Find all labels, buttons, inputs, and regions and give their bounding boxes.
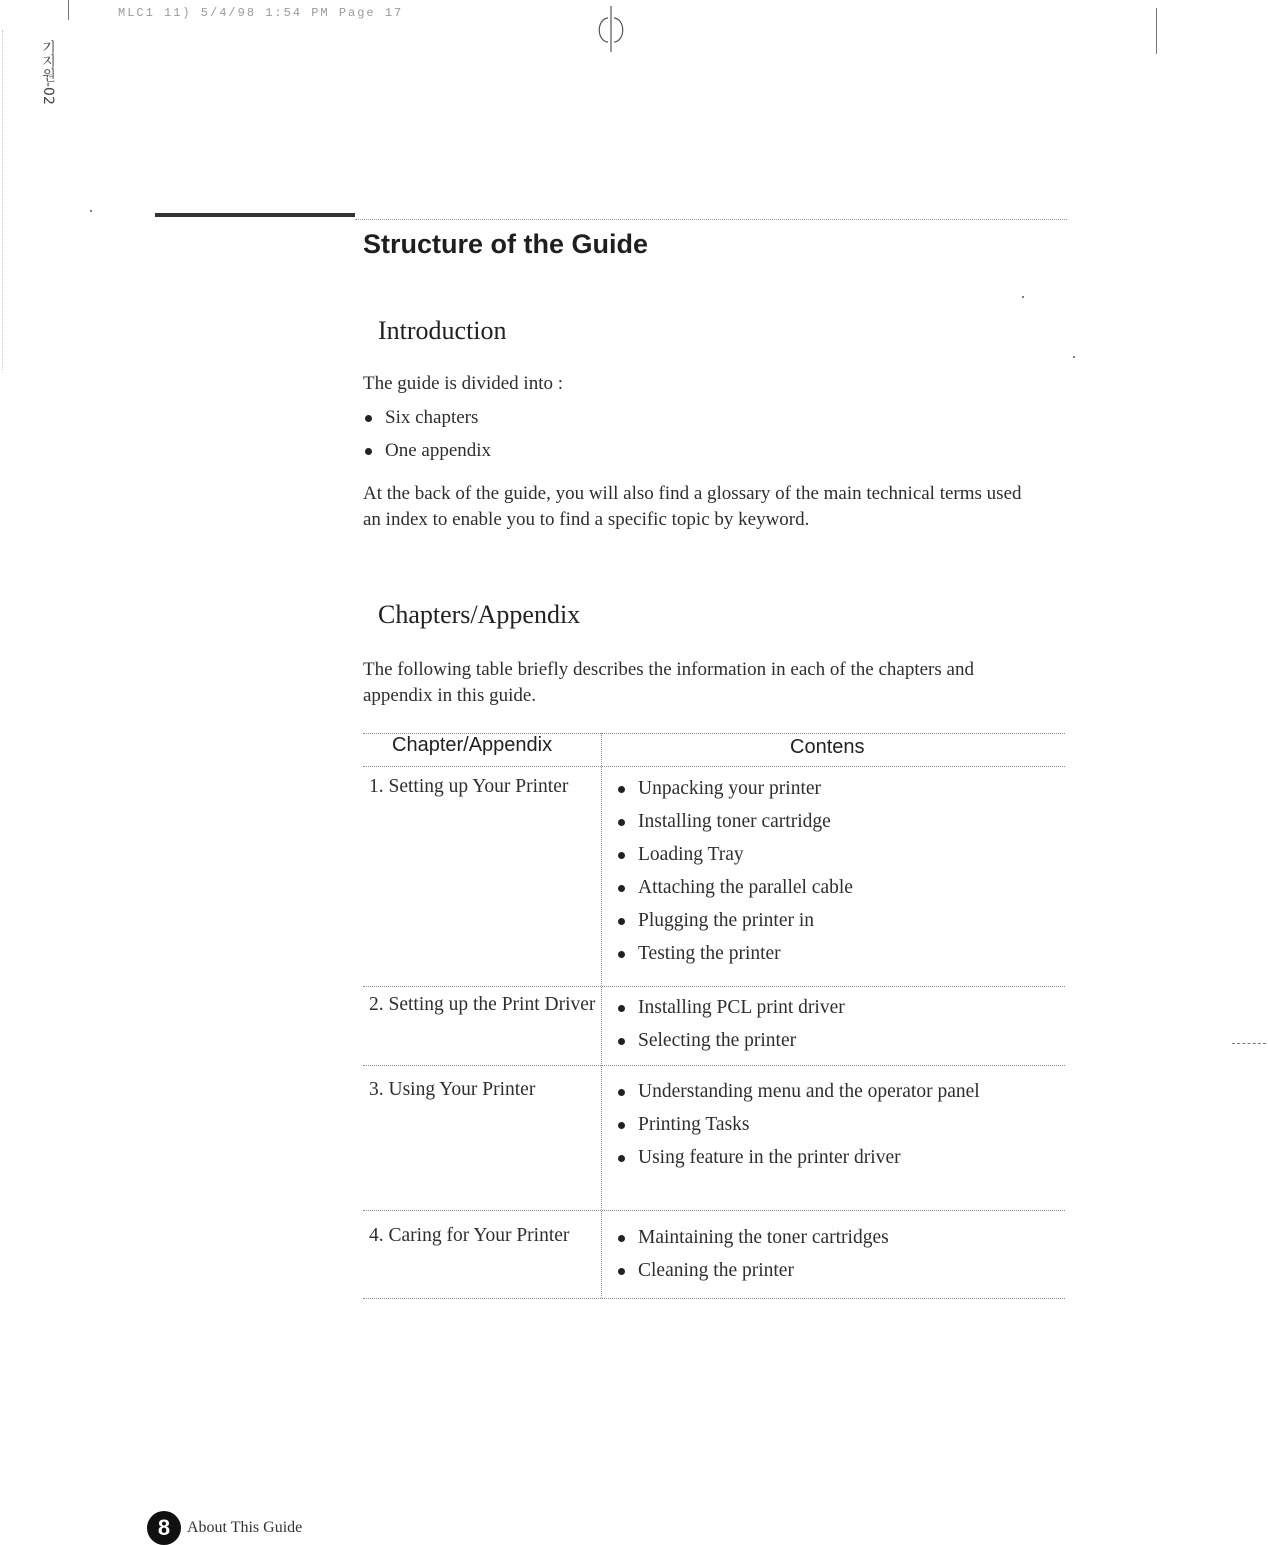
- scan-speck: [1022, 296, 1024, 298]
- list-item: Testing the printer: [612, 940, 1052, 967]
- list-item: Plugging the printer in: [612, 907, 1052, 934]
- page-number-badge: 8: [147, 1511, 181, 1545]
- introduction-heading: Introduction: [378, 316, 507, 345]
- list-item: One appendix: [363, 434, 491, 467]
- print-metadata: MLC1 11) 5/4/98 1:54 PM Page 17: [118, 6, 404, 20]
- list-item: Unpacking your printer: [612, 775, 1052, 802]
- side-label: 기지원-02: [40, 40, 56, 105]
- table-row-contents: [612, 775, 1052, 973]
- list-item: Cleaning the printer: [612, 1257, 1052, 1284]
- scan-speck: [90, 210, 92, 212]
- table-rule-row: [363, 1065, 1065, 1066]
- scan-speck: [1073, 356, 1075, 358]
- table-row-chapter: 4. Caring for Your Printer: [369, 1225, 570, 1246]
- column-header-chapter: Chapter/Appendix: [392, 734, 553, 756]
- list-item: Loading Tray: [612, 841, 1052, 868]
- table-row-contents: [612, 994, 1052, 1060]
- list-item: Printing Tasks: [612, 1111, 1052, 1138]
- scan-mark: [1232, 1043, 1266, 1044]
- crop-mark-left: [68, 0, 69, 20]
- title-rule-dotted: [355, 219, 1067, 220]
- title-rule-thick: [155, 213, 355, 217]
- margin-dotted-line: [2, 30, 3, 370]
- table-rule-row: [363, 1210, 1065, 1211]
- list-item: Installing toner cartridge: [612, 808, 1052, 835]
- list-item: Installing PCL print driver: [612, 994, 1052, 1021]
- table-rule-header: [363, 766, 1065, 767]
- page-title: Structure of the Guide: [363, 229, 649, 259]
- chapters-heading: Chapters/Appendix: [378, 600, 581, 629]
- crop-mark-right: [1156, 8, 1157, 54]
- list-item: Using feature in the printer driver: [612, 1144, 1052, 1171]
- table-row-contents: [612, 1224, 1052, 1290]
- table-rule-bottom: [363, 1298, 1065, 1299]
- list-item: Selecting the printer: [612, 1027, 1052, 1054]
- table-row-chapter: 2. Setting up the Print Driver: [369, 994, 596, 1015]
- list-item: Understanding menu and the operator panel: [612, 1078, 1052, 1105]
- list-item: Six chapters: [363, 401, 491, 434]
- list-item: Attaching the parallel cable: [612, 874, 1052, 901]
- introduction-lead: The guide is divided into :: [363, 373, 564, 394]
- column-header-contents: Contens: [790, 736, 865, 758]
- introduction-paragraph: At the back of the guide, you will also find a glossary of the main technical terms used an index to enable you to find a specific topic by keyword.: [363, 483, 1022, 530]
- table-row-chapter: 1. Setting up Your Printer: [369, 776, 569, 797]
- table-rule-row: [363, 986, 1065, 987]
- chapters-intro: The following table briefly describes the information in each of the chapters and appendix in this guide.: [363, 659, 974, 706]
- introduction-list: [363, 401, 491, 467]
- footer-section-title: About This Guide: [187, 1519, 303, 1536]
- table-row-chapter: 3. Using Your Printer: [369, 1079, 536, 1100]
- registration-mark-icon: [596, 4, 626, 54]
- list-item: Maintaining the toner cartridges: [612, 1224, 1052, 1251]
- table-row-contents: [612, 1078, 1052, 1177]
